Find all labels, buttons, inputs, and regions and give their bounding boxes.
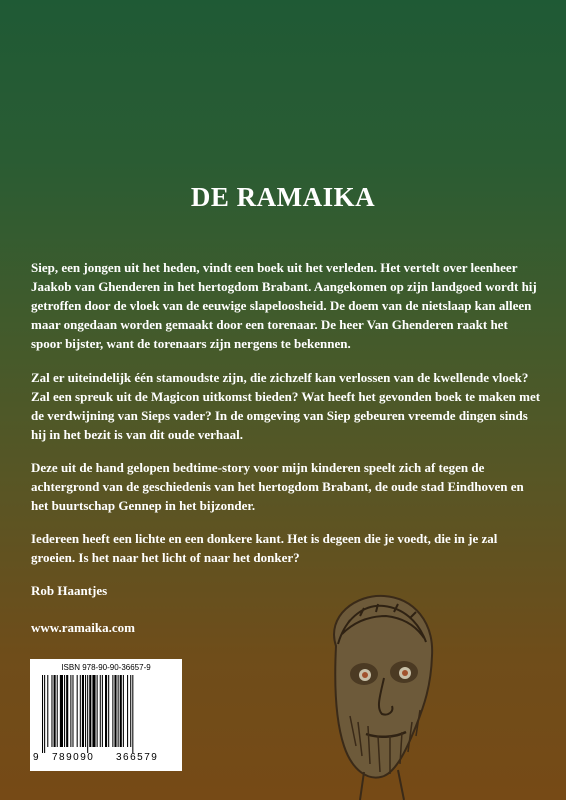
book-title: DE RAMAIKA [190, 182, 376, 212]
barcode-bar [85, 675, 86, 747]
barcode-bar [64, 675, 65, 747]
blurb-paragraph: Siep, een jongen uit het heden, vindt een boek uit het verleden. Het vertelt over leenheer Jaakob van Ghenderen in het hertogdom Brabant. Aangekomen op zijn landgoed wordt hij getroffen door de vloek van de eeuwige slapeloosheid. De doem van de nietslaap kan alleen maar ongedaan worden gemaakt door een torenaar. De heer Van Ghenderen raakt het spoor bijster, want de torenaars zijn nergens te bekennen. [31, 260, 537, 351]
ean-left-digits: 789090 [52, 752, 95, 763]
barcode-bar [57, 675, 58, 747]
barcode-bar [44, 675, 45, 753]
barcode-bar [82, 675, 84, 747]
barcode-bar [130, 675, 131, 747]
portrait-drawing-icon [306, 586, 442, 800]
blurb-paragraph: Iedereen heeft een lichte en een donkere kant. Het is degeen die je voedt, die in je zal groeien. Is het naar het licht of naar het donker? [31, 531, 498, 565]
barcode-bar [47, 675, 48, 747]
barcode-bar [80, 675, 81, 747]
isbn-barcode [30, 659, 182, 771]
barcode-bar [97, 675, 98, 747]
blurb-paragraph: Deze uit de hand gelopen bedtime-story voor mijn kinderen speelt zich af tegen de achtergrond van de geschiedenis van het hertogdom Brabant, de oude stad Eindhoven en het buurtschap Gennep in het bijzonder. [31, 460, 524, 513]
barcode-bar [66, 675, 68, 747]
barcode-bar [127, 675, 128, 747]
barcode-bar [105, 675, 107, 747]
website-url: www.ramaika.com [31, 620, 135, 635]
isbn-label: ISBN 978-90-90-36657-9 [61, 663, 151, 672]
barcode-bars [42, 675, 178, 753]
blurb-paragraph: Zal er uiteindelijk één stamoudste zijn, die zichzelf kan verlossen van de kwellende vloek? Zal een spreuk uit de Magicon uitkomst bieden? Wat heeft het gevonden boek te maken met de verdwijning van Sieps vader? In de omgeving van Siep gebeuren vreemde dingen sinds hij in het bezit is van dit oude verhaal. [31, 370, 541, 442]
ean-right-digits: 366579 [116, 752, 159, 763]
ean-first-digit: 9 [33, 752, 39, 763]
barcode-bar [132, 675, 133, 753]
barcode-bar [92, 675, 95, 747]
barcode-bar [60, 675, 63, 747]
barcode-bar [100, 675, 101, 747]
barcode-bar [89, 675, 91, 747]
barcode-bar [114, 675, 116, 747]
author-name: Rob Haantjes [31, 583, 108, 598]
barcode-bar [120, 675, 122, 747]
barcode-bar [123, 675, 124, 747]
barcode-bar [51, 675, 52, 747]
barcode-bar [77, 675, 78, 747]
barcode-bar [108, 675, 109, 747]
barcode-bar [54, 675, 56, 747]
barcode-bar [72, 675, 73, 747]
barcode-bar [102, 675, 103, 747]
barcode-bar [87, 675, 88, 753]
barcode-bar [42, 675, 43, 753]
barcode-bar [112, 675, 113, 747]
barcode-bar [70, 675, 71, 747]
barcode-bar [118, 675, 119, 747]
